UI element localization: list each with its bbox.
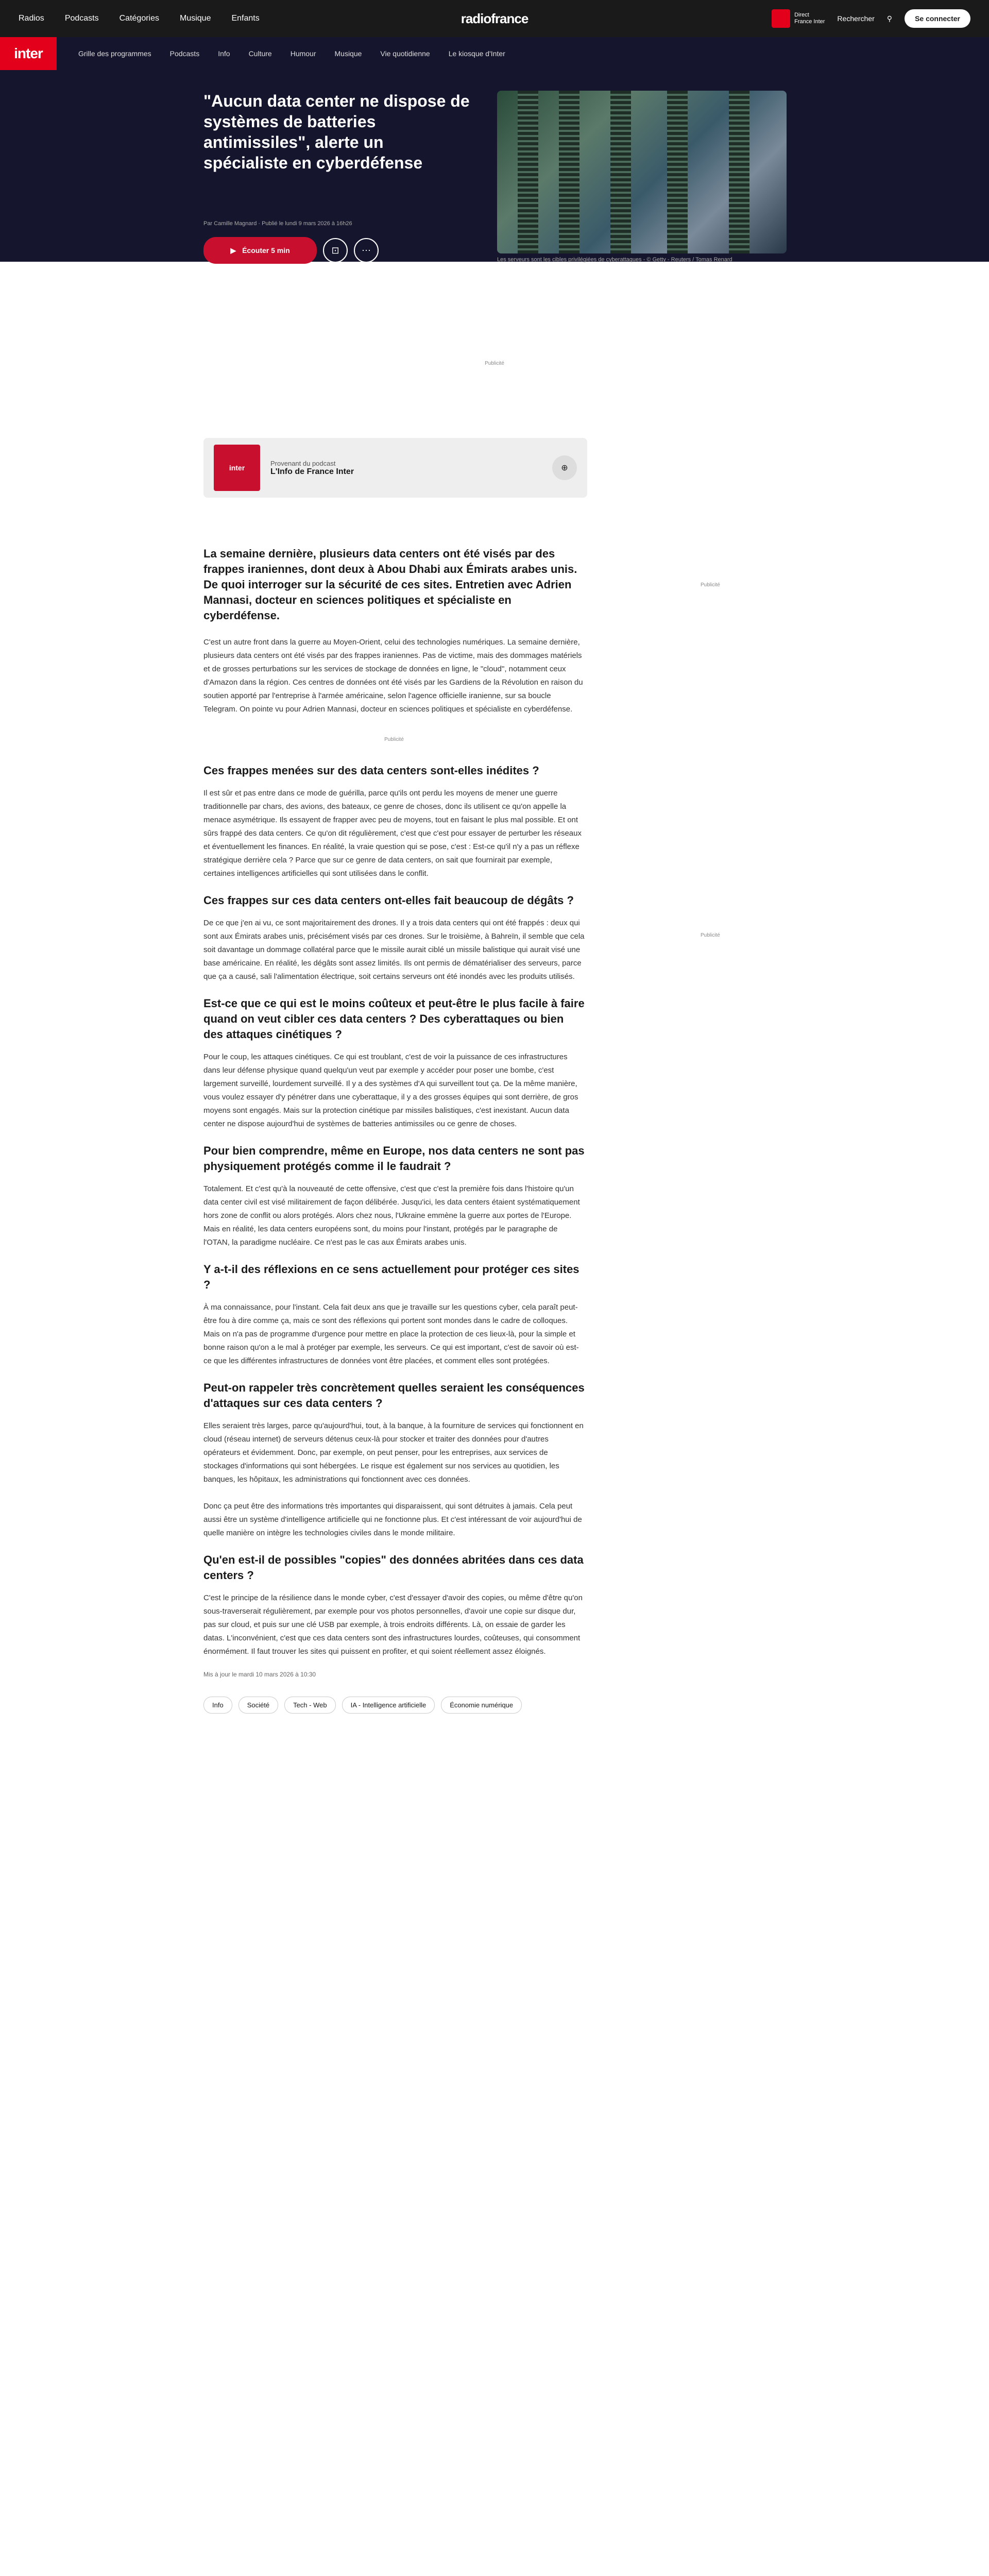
live-player[interactable]: Direct France Inter [772,9,825,28]
article-meta: Par Camille Magnard · Publié le lundi 9 mars 2026 à 16h26 [203,221,352,227]
podcast-name[interactable]: L'Info de France Inter [270,467,354,476]
subnav-culture[interactable]: Culture [248,49,272,58]
station-subnav [0,37,989,70]
radiofrance-logo[interactable]: radiofrance [461,10,528,26]
play-button[interactable]: ▶ Écouter 5 min [203,237,317,264]
nav-categories[interactable]: Catégories [119,14,159,23]
subnav-grille[interactable]: Grille des programmes [78,49,151,58]
section-text: De ce que j'en ai vu, ce sont majoritairement des drones. Il y a trois data centers qui ont été frappés : deux qui sont aux Émirats arabes unis, précisément visés par ces drones. Sur le troisième, à Bahreïn, il semble que cela soit davantage un dommage collatéral parce que le missile aurait ciblé un missile balistique qui aurait visé une base américaine. En réalité, les dégâts sont assez limités. Ils ont permis de dématérialiser des serveurs, parce que ça a causé, sali l'alimentation électrique, soit certains serveurs ont été inondés avec les produits utilisés. [203,919,585,981]
section-heading: Peut-on rappeler très concrètement quelles seraient les conséquences d'attaques sur ces data centers ? [203,1381,585,1410]
play-icon: ▶ [230,246,236,255]
search-icon[interactable]: ⚲ [886,14,893,23]
more-button[interactable] [354,238,379,263]
subscribe-button[interactable] [552,455,577,480]
subnav-info[interactable]: Info [218,49,230,58]
ad-label: Publicité [485,361,504,366]
section-heading: Est-ce que ce qui est le moins coûteux et peut-être le plus facile à faire quand on veut cibler ces data centers ? Des cyberattaques ou bien des attaques cinétiques ? [203,997,585,1041]
tag[interactable]: Info [203,1697,232,1714]
tag[interactable]: Tech - Web [284,1697,336,1714]
subscribe-icon: ⊕ [561,464,568,472]
inter-logo[interactable]: inter [0,37,57,70]
section-text: Totalement. Et c'est qu'à la nouveauté de cette offensive, c'est que c'est la première fois dans l'histoire qu'un data center civil est visé militairement de façon délibérée. Jusqu'ici, les data centers étaient systématiquement hors zone de conflit ou alors protégés. Alors chez nous, l'Ukraine emmène la guerre aux portes de l'Europe. Mais en réalité, les data centers européens sont, du moins pour l'instant, protégés par le paragraphe de l'OTAN, la paradigme nucléaire. Ce n'est pas le cas aux Émirats arabes unis. [203,1184,580,1247]
main-nav [19,14,260,23]
live-play-icon [772,9,790,28]
section-text: Elles seraient très larges, parce qu'aujourd'hui, tout, à la banque, à la fourniture de services qui fonctionnent en cloud (réseau internet) de serveurs détenus ceux-là pour stocker et traiter des données pour d'autres opérateurs et évidemment. Donc, par exemple, on peut penser, pour les entreprises, aux services de stockages d'informations qui sont hébergées. Le risque est également sur nos services au quotidien, les banques, les hôpitaux, les administrations qui fonctionnent avec ces données. Donc ça peut être des informations très importantes qui disparaissent, qui sont détruites à jamais. Cela peut aussi être un système d'intelligence artificielle qui ne fonctionne plus. Et c'est intéressant de voir aujourd'hui de quelle manière on intègre les technologies civiles dans le monde militaire. [203,1421,584,1537]
section-heading: Pour bien comprendre, même en Europe, nos data centers ne sont pas physiquement protégés comme il le faudrait ? [203,1144,585,1173]
section-heading: Qu'en est-il de possibles "copies" des données abritées dans ces data centers ? [203,1553,584,1582]
article-hero [0,70,989,262]
updated-date: Mis à jour le mardi 10 mars 2026 à 10:30 [203,1671,316,1678]
side-ad-label: Publicité [701,582,720,588]
nav-musique[interactable]: Musique [180,14,211,23]
side-ad-label-2: Publicité [701,933,720,938]
subnav-humour[interactable]: Humour [290,49,316,58]
section-text: Pour le coup, les attaques cinétiques. Ce qui est troublant, c'est de voir la puissance de ces infrastructures dans leur défense physique quand quelqu'un veut par exemple y accéder pour poser une bombe, c'est largement surveillé, lourdement surveillé. Il y a des systèmes d'A qui surveillent tout ça. De la même manière, vous voulez essayer d'y pénétrer dans une cyberattaque, il y a des grosses équipes qui sont derrière, de gros moyens sont engagés. Mais sur la protection cinétique par missiles balistiques, c'est inexistant. Aucun data center ne dispose aujourd'hui de systèmes de batteries antimissiles ou ce genre de choses. [203,1053,578,1128]
section-text: À ma connaissance, pour l'instant. Cela fait deux ans que je travaille sur les questions cyber, cela paraît peut-être fou à dire comme ça, mais ce sont des réflexions qui portent sont mondes dans le cadre de colloques. Mais on n'a pas de programme d'urgence pour mettre en place la protection de ces lieux-là, pour la simple et bonne raison qu'on a le mal à protéger par exemple, les serveurs. Ce qui est important, c'est de savoir où est-ce que les différentes infrastructures de données vont être placées, et comment elles sont protégées. [203,1303,579,1365]
tag[interactable]: IA - Intelligence artificielle [342,1697,435,1714]
login-button[interactable]: Se connecter [905,9,970,28]
section-text: Il est sûr et pas entre dans ce mode de guérilla, parce qu'ils ont perdu les moyens de mener une guerre traditionnelle par chars, des avions, des bateaux, ce genre de choses, donc ils utilisent ce qu'on appelle la menace asymétrique. Ils essayent de frapper avec peu de moyens, tout en faisant le plus mal possible. Et ont sûrs frappé des data centers. Ce qu'on dit régulièrement, c'est que c'est pour essayer de perturber les réseaux et éventuellement les finances. En réalité, la vraie question qui se pose, c'est : Est-ce qu'il n'y a pas un réflexe stratégique derrière cela ? Parce que sur ce genre de data centers, on sait que fournirait par exemple, certaines intelligences artificielles qui sont utilisées dans le conflit. [203,789,582,878]
section-text: C'est le principe de la résilience dans le monde cyber, c'est d'essayer d'avoir des copies, ou même d'être qu'on sous-traverserait régulièrement, par exemple pour vos photos personnelles, d'avoir une copie sur disque dur, pas sur cloud, et puis sur une clé USB par exemple, à trois endroits différents. Là, on essaie de garder les datas. L'inconvénient, c'est que ces data centers sont des infrastructures lourdes, coûteuses, qui consomment énormément. Il faut trouver les sites qui puissent en profiter, et qui soient réellement assez éloignés. [203,1594,583,1656]
tag[interactable]: Société [238,1697,278,1714]
section-heading: Y a-t-il des réflexions en ce sens actuellement pour protéger ces sites ? [203,1263,579,1291]
section-heading: Ces frappes sur ces data centers ont-elles fait beaucoup de dégâts ? [203,894,574,907]
podcast-label: Provenant du podcast [270,459,336,467]
article-body [203,546,585,1714]
podcast-card[interactable] [203,438,587,498]
subnav-kiosque[interactable]: Le kiosque d'Inter [448,49,505,58]
article-lead: La semaine dernière, plusieurs data centers ont été visés par des frappes iraniennes, dont deux à Abou Dhabi aux Émirats arabes unis. De quoi interroger sur la sécurité de ces sites. Entretien avec Adrien Mannasi, docteur en sciences politiques et spécialiste en cyberdéfense. [203,547,577,622]
subnav-podcasts[interactable]: Podcasts [169,49,200,58]
bookmark-icon: ⊡ [331,245,339,256]
section-heading: Ces frappes menées sur des data centers sont-elles inédites ? [203,764,539,777]
image-credit: Les serveurs sont les cibles privilégiées de cyberattaques - © Getty - Reuters / Tomas Renard [497,257,732,263]
more-icon: ⋯ [362,245,371,256]
inline-ad-label: Publicité [384,737,404,742]
podcast-cover: inter [214,445,260,491]
search-button[interactable]: Rechercher [837,14,875,23]
nav-radios[interactable]: Radios [19,14,44,23]
tag-list [203,1697,585,1714]
hero-image [497,91,787,253]
nav-enfants[interactable]: Enfants [231,14,260,23]
article-intro: C'est un autre front dans la guerre au Moyen-Orient, celui des technologies numériques. La semaine dernière, plusieurs data centers ont été visés par des frappes iraniennes. Pas de victime, mais des dommages matériels et de grosses perturbations sur les services de stockage de données en ligne, le "cloud", notamment ceux d'Amazon dans la région. Ces centres de données ont été visés par les Gardiens de la Révolution en raison du soutien apporté par l'entreprise à l'armée américaine, selon l'agence officielle iranienne, sur sa boucle Telegram. On pointe vu pour Adrien Mannasi, docteur en sciences politiques et spécialiste en cyberdéfense. [203,638,583,714]
page-title: "Aucun data center ne dispose de systèmes de batteries antimissiles", alerte un spécialiste en cyberdéfense [203,92,470,172]
bookmark-button[interactable] [323,238,348,263]
subnav-musique[interactable]: Musique [334,49,362,58]
nav-podcasts[interactable]: Podcasts [64,14,99,23]
tag[interactable]: Économie numérique [441,1697,522,1714]
top-navigation-bar [0,0,989,37]
subnav-vie-quotidienne[interactable]: Vie quotidienne [380,49,430,58]
